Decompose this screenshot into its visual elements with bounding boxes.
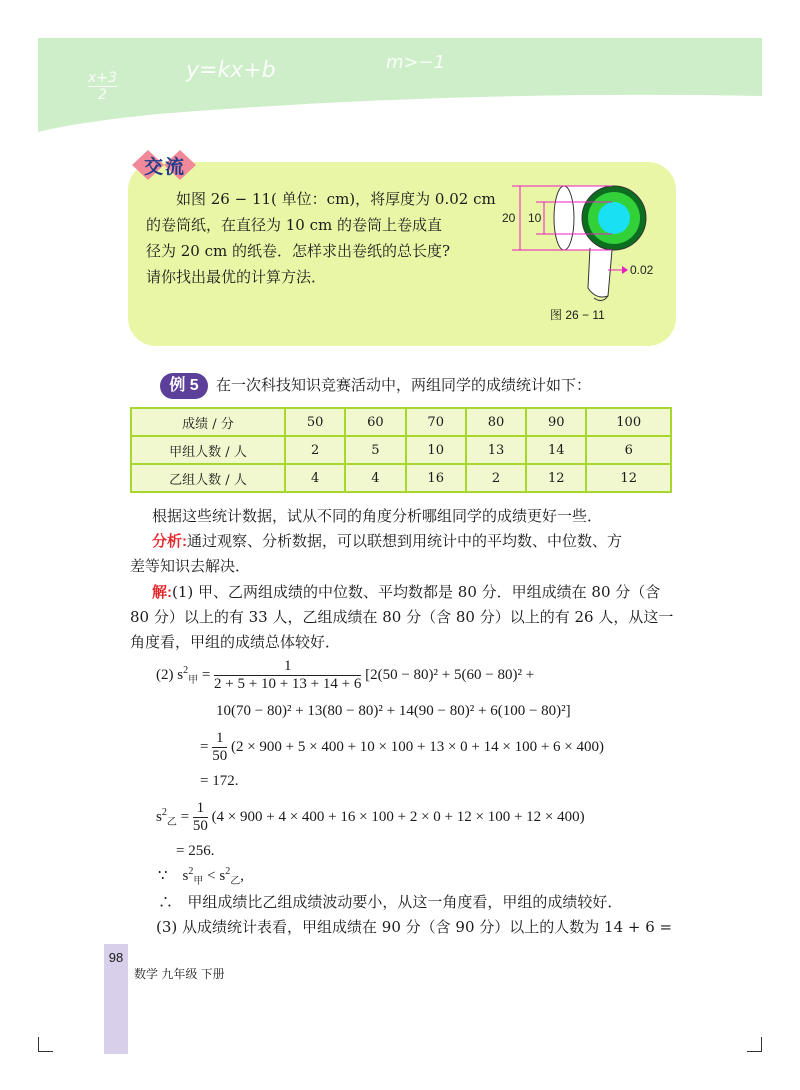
solution-line-2: 80 分）以上的有 33 人，乙组成绩在 80 分（含 80 分）以上的有 26 人，从这一 [130,608,674,626]
table-cell: 50 [285,408,345,436]
score-table [130,407,672,493]
banner-formula-fraction: x+3 2 [88,70,117,103]
table-cell: 4 [345,464,405,492]
table-cell: 70 [406,408,466,436]
exchange-tag-label: 交流 [144,156,187,178]
analysis-label: 分析: [152,533,187,550]
table-cell: 100 [586,408,671,436]
subscript-yi: 乙 [166,816,177,828]
s-symbol: (2) s [156,666,184,683]
book-title: 数学 九年级 下册 [134,967,225,981]
banner-formula-inequality: m>−1 [386,52,446,73]
table-cell: 80 [466,408,526,436]
variance-yi-result: = 256. [176,843,215,859]
solution-line-3: 角度看，甲组的成绩总体较好． [130,633,341,651]
exchange-tag [130,148,200,182]
fraction-jia [214,658,361,693]
table-cell: 4 [285,464,345,492]
subscript-jia: 甲 [188,674,199,686]
fraction-numerator: 1 [193,800,208,818]
variance-yi-line-1: $s^2_乙$ = $\frac{1}{50}$ (4 × 900 + 4 × 400 + 16 × 100 + 2 × 0 + 12 × 100 + 12 × 400) [156,800,585,834]
analysis-line-2: 差等知识去解决． [130,557,251,575]
example-tag: 例 5 [160,373,208,399]
figure-label-20: 20 [502,211,516,225]
table-cell: 2 [466,464,526,492]
table-row [131,464,671,492]
variance-jia-line-2: 10(70 − 80)² + 13(80 − 80)² + 14(90 − 80)² + 6(100 − 80)²] [216,703,571,719]
analysis-text-1: 通过观察、分析数据，可以联想到用统计中的平均数、中位数、方 [187,532,623,550]
table-row [131,436,671,464]
table-cell: 5 [345,436,405,464]
exchange-text [146,186,501,290]
table-cell: 6 [586,436,671,464]
exchange-line-1: 如图 26 − 11( 单位：cm)，将厚度为 0.02 cm [176,190,496,208]
variance-jia-expr-1: [2(50 − 80)² + 5(60 − 80)² + [365,666,535,683]
variance-jia-line-3: = $\frac{1}{50}$ (2 × 900 + 5 × 400 + 10 × 100 + 13 × 0 + 14 × 100 + 6 × 400) [200,730,605,764]
table-cell: 16 [406,464,466,492]
paper-roll-figure [500,178,670,308]
crop-mark-bottom-left [38,1037,53,1052]
banner-formula-linear: y=kx+b [186,58,276,83]
table-cell: 10 [406,436,466,464]
fraction-denominator: 50 [212,748,228,764]
fraction-denominator: 50 [192,818,208,834]
fraction-numerator: 1 [214,658,361,676]
table-cell: 13 [466,436,526,464]
table-cell: 60 [345,408,405,436]
figure-caption: 图 26 − 11 [550,308,605,322]
subscript-jia: 甲 [193,876,204,887]
fraction-fifty [212,730,227,765]
variance-jia-line-1: (2) $s^2_甲$ = $\frac{1}{2 + 5 + 10 + 13 + 14 + 6}$ [2(50 − 80)² + 5(60 − 80)² + [156,658,535,692]
figure-label-thickness: 0.02 [630,263,654,277]
fraction-denominator: 2 + 5 + 10 + 13 + 14 + 6 [214,676,362,692]
table-cell: 2 [285,436,345,464]
example-text: 在一次科技知识竞赛活动中，两组同学的成绩统计如下： [216,376,592,394]
page-number: 98 [108,950,124,965]
conclusion-line [158,890,622,915]
solution-line-1 [152,580,660,605]
exchange-line-3: 径为 20 cm 的纸卷．怎样求出卷纸的总长度? [146,242,451,260]
figure-label-10: 10 [528,211,542,225]
table-cell: 乙组人数 / 人 [131,464,285,492]
solution-text-1: (1) 甲、乙两组成绩的中位数、平均数都是 80 分．甲组成绩在 80 分（含 [172,583,661,601]
variance-yi-expr: (4 × 900 + 4 × 400 + 16 × 100 + 2 × 0 + 12 × 100 + 12 × 400) [211,808,585,825]
fraction-yi [193,800,208,835]
table-cell: 12 [586,464,671,492]
table-cell: 90 [526,408,586,436]
therefore-symbol: ∴ [158,893,174,911]
exchange-line-2: 的卷筒纸，在直径为 10 cm 的卷筒上卷成直 [146,216,443,234]
conclusion-text: 甲组成绩比乙组成绩波动要小，从这一角度看，甲组的成绩较好． [187,893,623,911]
table-cell: 12 [526,464,586,492]
subscript-yi: 乙 [230,876,241,887]
because-symbol: ∵ [158,868,168,884]
variance-jia-expr-3: (2 × 900 + 5 × 400 + 10 × 100 + 13 × 0 + 14 × 100 + 6 × 400) [230,738,605,755]
table-header-row [131,408,671,436]
crop-mark-bottom-right [747,1037,762,1052]
exchange-line-4: 请你找出最优的计算方法． [146,268,327,286]
analysis-line-1 [152,529,622,554]
comparison-line: ∵ $s^2_甲 < s^2_乙$, [158,866,244,887]
variance-jia-result: = 172. [200,773,239,789]
s-symbol: s [156,808,162,825]
intro-text: 根据这些统计数据，试从不同的角度分析哪组同学的成绩更好一些． [152,507,603,525]
less-than: < s [207,868,226,884]
table-cell: 成绩 / 分 [131,408,285,436]
table-cell: 14 [526,436,586,464]
table-cell: 甲组人数 / 人 [131,436,285,464]
solution-3-line: (3) 从成绩统计表看，甲组成绩在 90 分（含 90 分）以上的人数为 14 + 6 = [156,918,673,936]
fraction-numerator: 1 [212,730,227,748]
solution-label: 解: [152,584,172,601]
